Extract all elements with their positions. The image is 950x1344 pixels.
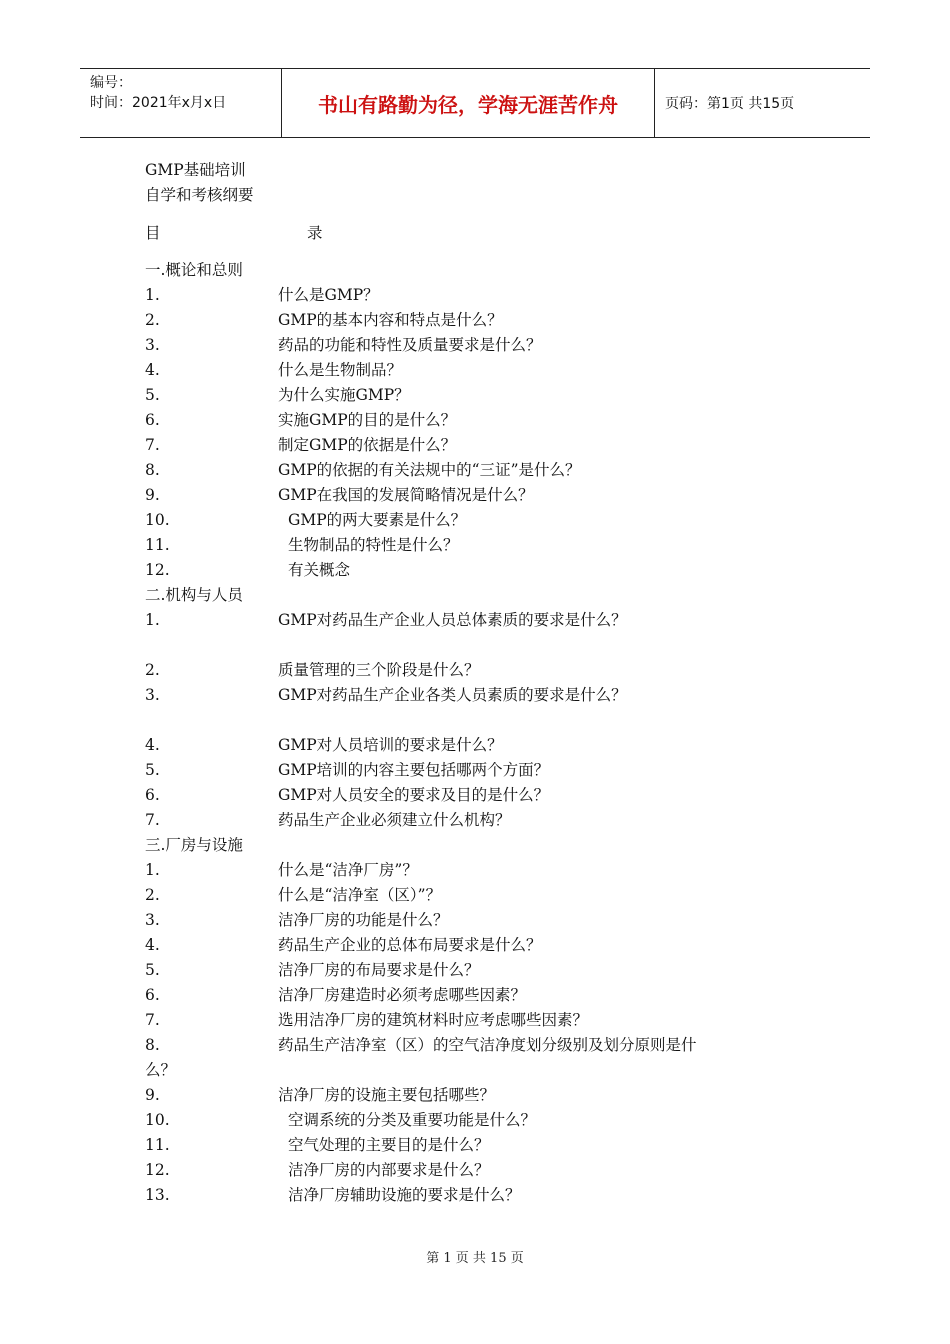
- blank-line: [145, 708, 825, 733]
- toc-item: [145, 333, 825, 358]
- toc-item: [145, 308, 825, 333]
- toc-item-number: 1.: [145, 286, 160, 304]
- toc-item-text: GMP对药品生产企业各类人员素质的要求是什么？: [278, 686, 627, 704]
- toc-item-number: 10.: [145, 511, 170, 529]
- toc-item-text: 洁净厂房的设施主要包括哪些？: [278, 1086, 496, 1104]
- toc-item: [145, 1108, 825, 1133]
- toc-item-text: 为什么实施GMP？: [278, 386, 410, 404]
- toc-item-number: 12.: [145, 561, 170, 579]
- toc-item-number: 1.: [145, 611, 160, 629]
- toc-item-text: GMP在我国的发展简略情况是什么？: [278, 486, 534, 504]
- toc-item: [145, 858, 825, 883]
- toc-item-text: GMP的两大要素是什么？: [288, 511, 467, 529]
- toc-item-number: 11.: [145, 536, 170, 554]
- toc-item-number: 1.: [145, 861, 160, 879]
- section-heading: 一.概论和总则: [145, 261, 243, 279]
- toc-item-text: 洁净厂房的功能是什么？: [278, 911, 449, 929]
- toc-item: [145, 608, 825, 633]
- toc-item-number: 10.: [145, 1111, 170, 1129]
- toc-item-number: 3.: [145, 336, 160, 354]
- toc-item-number: 3.: [145, 911, 160, 929]
- toc-item-text: 洁净厂房的布局要求是什么？: [278, 961, 480, 979]
- page-footer: 第 1 页 共 15 页: [426, 1251, 524, 1266]
- toc-item: [145, 1183, 825, 1208]
- toc-item: [145, 883, 825, 908]
- toc-item-number: 6.: [145, 786, 160, 804]
- toc-item-number: 3.: [145, 686, 160, 704]
- toc-item-continuation: 么？: [145, 1061, 177, 1079]
- toc-item-number: 2.: [145, 886, 160, 904]
- toc-item: [145, 983, 825, 1008]
- toc-item-text: 质量管理的三个阶段是什么？: [278, 661, 480, 679]
- doc-title: GMP基础培训: [145, 161, 246, 179]
- toc-item: [145, 1008, 825, 1033]
- toc-item-text: 空气处理的主要目的是什么？: [288, 1136, 490, 1154]
- toc-item: [145, 1083, 825, 1108]
- toc-item: [145, 533, 825, 558]
- toc-item: [145, 433, 825, 458]
- toc-heading: [145, 221, 825, 246]
- toc-item-text: GMP的基本内容和特点是什么？: [278, 311, 503, 329]
- toc-heading-left: 目: [145, 224, 161, 242]
- header-page-info: 页码：第1页 共15页: [665, 96, 795, 112]
- toc-item: [145, 733, 825, 758]
- toc-item-number: 4.: [145, 361, 160, 379]
- toc-item-text: 洁净厂房建造时必须考虑哪些因素？: [278, 986, 527, 1004]
- header-table: [80, 68, 870, 138]
- toc-item-number: 5.: [145, 961, 160, 979]
- section-heading: 三.厂房与设施: [145, 836, 243, 854]
- toc-item-text: GMP培训的内容主要包括哪两个方面？: [278, 761, 550, 779]
- toc-item-text: GMP对药品生产企业人员总体素质的要求是什么？: [278, 611, 627, 629]
- toc-item: [145, 1133, 825, 1158]
- header-motto: 书山有路勤为径，学海无涯苦作舟: [282, 69, 655, 137]
- toc-item: [145, 1033, 825, 1058]
- toc-item: [145, 408, 825, 433]
- toc-item: [145, 933, 825, 958]
- toc-item: [145, 958, 825, 983]
- toc-item-text: GMP的依据的有关法规中的“三证”是什么？: [278, 461, 581, 479]
- toc-item-text: 什么是“洁净室（区）”？: [278, 886, 442, 904]
- toc-item-number: 9.: [145, 1086, 160, 1104]
- doc-subtitle: 自学和考核纲要: [145, 186, 254, 204]
- toc-heading-right: 录: [307, 224, 323, 242]
- toc-item-text: 空调系统的分类及重要功能是什么？: [288, 1111, 537, 1129]
- toc-list: [145, 258, 825, 1208]
- toc-item: [145, 683, 825, 708]
- toc-item: [145, 458, 825, 483]
- toc-item-text: 什么是GMP？: [278, 286, 379, 304]
- toc-item-number: 7.: [145, 1011, 160, 1029]
- toc-item-text: 实施GMP的目的是什么？: [278, 411, 457, 429]
- toc-item: [145, 808, 825, 833]
- toc-item-text: 洁净厂房辅助设施的要求是什么？: [288, 1186, 521, 1204]
- toc-item-text: 什么是生物制品？: [278, 361, 403, 379]
- document-body: [145, 158, 825, 1208]
- toc-item-number: 5.: [145, 761, 160, 779]
- toc-item-number: 8.: [145, 461, 160, 479]
- toc-item-text: 药品生产企业必须建立什么机构？: [278, 811, 511, 829]
- header-meta: [80, 69, 282, 137]
- toc-item-number: 2.: [145, 661, 160, 679]
- toc-item: [145, 758, 825, 783]
- toc-item: [145, 658, 825, 683]
- toc-item-text: 有关概念: [288, 561, 351, 579]
- toc-item-number: 5.: [145, 386, 160, 404]
- toc-item: [145, 383, 825, 408]
- toc-item-text: 洁净厂房的内部要求是什么？: [288, 1161, 490, 1179]
- section-heading: 二.机构与人员: [145, 586, 243, 604]
- toc-item-number: 9.: [145, 486, 160, 504]
- toc-item-text: GMP对人员培训的要求是什么？: [278, 736, 503, 754]
- toc-item-number: 6.: [145, 986, 160, 1004]
- toc-item-text: 生物制品的特性是什么？: [288, 536, 459, 554]
- toc-item: [145, 1158, 825, 1183]
- toc-item: [145, 508, 825, 533]
- toc-item-number: 12.: [145, 1161, 170, 1179]
- toc-item-text: 选用洁净厂房的建筑材料时应考虑哪些因素？: [278, 1011, 589, 1029]
- toc-item-text: 药品生产洁净室（区）的空气洁净度划分级别及划分原则是什: [278, 1036, 697, 1054]
- toc-item: [145, 783, 825, 808]
- toc-item-number: 13.: [145, 1186, 170, 1204]
- document-date: 时间：2021年x月x日: [90, 95, 227, 111]
- toc-item: [145, 358, 825, 383]
- toc-item-number: 4.: [145, 736, 160, 754]
- toc-item-number: 7.: [145, 436, 160, 454]
- toc-item: [145, 908, 825, 933]
- document-number: 编号：: [90, 75, 132, 91]
- toc-item: [145, 558, 825, 583]
- toc-item-text: 什么是“洁净厂房”？: [278, 861, 418, 879]
- toc-item-number: 4.: [145, 936, 160, 954]
- toc-item-text: GMP对人员安全的要求及目的是什么？: [278, 786, 550, 804]
- toc-item: [145, 283, 825, 308]
- toc-item-number: 2.: [145, 311, 160, 329]
- toc-item-number: 8.: [145, 1036, 160, 1054]
- toc-item-number: 7.: [145, 811, 160, 829]
- toc-item-number: 6.: [145, 411, 160, 429]
- toc-item-number: 11.: [145, 1136, 170, 1154]
- toc-item-text: 制定GMP的依据是什么？: [278, 436, 457, 454]
- toc-item-text: 药品生产企业的总体布局要求是什么？: [278, 936, 542, 954]
- toc-item: [145, 483, 825, 508]
- blank-line: [145, 633, 825, 658]
- toc-item-text: 药品的功能和特性及质量要求是什么？: [278, 336, 542, 354]
